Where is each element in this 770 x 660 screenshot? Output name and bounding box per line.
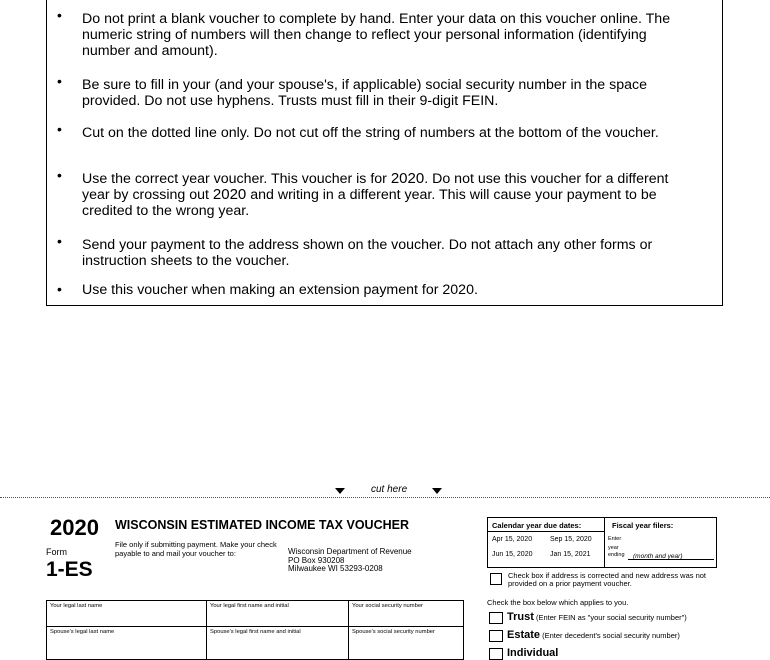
trust-checkbox[interactable]	[489, 612, 503, 624]
due-date: Jun 15, 2020	[492, 551, 533, 558]
field-label: Your legal first name and initial	[210, 603, 289, 609]
bullet: •	[57, 73, 62, 89]
bullet: •	[57, 281, 62, 297]
option-note: (Enter decedent's social security number)	[542, 631, 680, 640]
field-label: Your social security number	[352, 603, 423, 609]
spouse-last-name-field[interactable]	[46, 626, 207, 660]
file-note: File only if submitting payment. Make your check payable to and mail your voucher to:	[115, 540, 277, 558]
year-value: 2020	[212, 186, 247, 203]
bullet: •	[57, 233, 62, 249]
due-dates-box	[487, 517, 717, 568]
voucher-title: WISCONSIN ESTIMATED INCOME TAX VOUCHER	[115, 518, 409, 532]
first-name-field[interactable]	[206, 600, 349, 627]
form-label: Form	[46, 547, 67, 557]
spouse-first-name-field[interactable]	[206, 626, 349, 660]
trust-option	[507, 611, 687, 623]
individual-option	[507, 647, 558, 659]
cut-line	[0, 497, 770, 498]
instruction-text-b: . Do not use this voucher for a different year by crossing out	[82, 171, 669, 203]
instruction-text-c: and writing in a different year. This will cause your payment to be credited to the wrong year.	[82, 187, 657, 219]
option-label: Estate	[507, 629, 541, 641]
last-name-field[interactable]	[46, 600, 207, 627]
bullet: •	[57, 7, 62, 23]
estate-option	[507, 629, 680, 641]
instruction-2	[57, 73, 697, 109]
address-line: Wisconsin Department of Revenue	[288, 547, 412, 556]
voucher-year: 2020	[50, 515, 99, 540]
instruction-1	[57, 7, 697, 59]
instructions-box	[46, 0, 723, 306]
due-date: Jan 15, 2021	[550, 551, 591, 558]
field-label: Spouse's legal first name and initial	[210, 629, 301, 635]
instruction-5	[57, 233, 697, 269]
instruction-text-b: .	[473, 282, 478, 298]
estate-checkbox[interactable]	[489, 630, 503, 642]
instruction-text: Do not print a blank voucher to complete by hand. Enter your data on this voucher online. The numeric string of numbers will then change to reflect your personal information (identifying number and amount).	[82, 11, 671, 59]
fiscal-year-label: year	[608, 545, 619, 551]
instruction-text-a: Use this voucher when making an extension payment for	[82, 282, 443, 298]
instruction-text-a: Use the correct year voucher. This voucher is for	[82, 171, 391, 187]
form-number: 1-ES	[46, 558, 93, 581]
divider	[604, 518, 605, 567]
ssn-field[interactable]	[348, 600, 464, 627]
address-corrected-label: Check box if address is corrected and new address was not provided on a prior payment voucher.	[508, 571, 707, 588]
individual-checkbox[interactable]	[489, 648, 503, 660]
option-label: Individual	[507, 647, 559, 659]
year-value: 2020	[390, 170, 425, 187]
bullet: •	[57, 167, 62, 183]
arrow-down-icon	[432, 488, 442, 494]
cut-here-label: cut here	[371, 484, 408, 495]
mailing-address	[288, 548, 412, 574]
applies-label: Check the box below which applies to you.	[487, 598, 629, 607]
field-label: Spouse's social security number	[352, 629, 435, 635]
field-label: Your legal last name	[50, 603, 103, 609]
instruction-text: Send your payment to the address shown on the voucher. Do not attach any other forms or instruction sheets to the voucher.	[82, 237, 653, 269]
fiscal-enter-label: Enter	[608, 536, 622, 542]
fiscal-ending-label: ending	[608, 552, 625, 558]
divider	[488, 531, 604, 532]
field-label: Spouse's legal last name	[50, 629, 115, 635]
taxpayer-info-grid	[46, 600, 464, 660]
fiscal-year-ending-field[interactable]	[628, 559, 714, 560]
option-label: Trust	[507, 611, 534, 623]
spouse-ssn-field[interactable]	[348, 626, 464, 660]
calendar-due-heading: Calendar year due dates:	[492, 521, 582, 530]
bullet: •	[57, 121, 62, 137]
year-value: 2020	[442, 282, 474, 298]
instruction-text: Cut on the dotted line only. Do not cut off the string of numbers at the bottom of the voucher.	[82, 125, 659, 141]
instruction-6	[57, 281, 697, 298]
address-line: PO Box 930208	[288, 555, 345, 565]
address-corrected-checkbox[interactable]	[490, 573, 502, 585]
arrow-down-icon	[335, 488, 345, 494]
address-line: Milwaukee WI 53293-0208	[288, 564, 383, 573]
option-note: (Enter FEIN as "your social security number")	[536, 613, 687, 622]
instruction-4	[57, 167, 697, 219]
instruction-text: Be sure to fill in your (and your spouse's, if applicable) social security number in the space provided. Do not use hyphens. Trusts must fill in their 9-digit FEIN.	[82, 77, 647, 109]
fiscal-note: (month and year)	[633, 553, 683, 560]
due-date: Sep 15, 2020	[550, 536, 592, 543]
due-date: Apr 15, 2020	[492, 536, 533, 543]
instruction-3	[57, 121, 697, 141]
fiscal-year-heading: Fiscal year filers:	[612, 521, 674, 530]
